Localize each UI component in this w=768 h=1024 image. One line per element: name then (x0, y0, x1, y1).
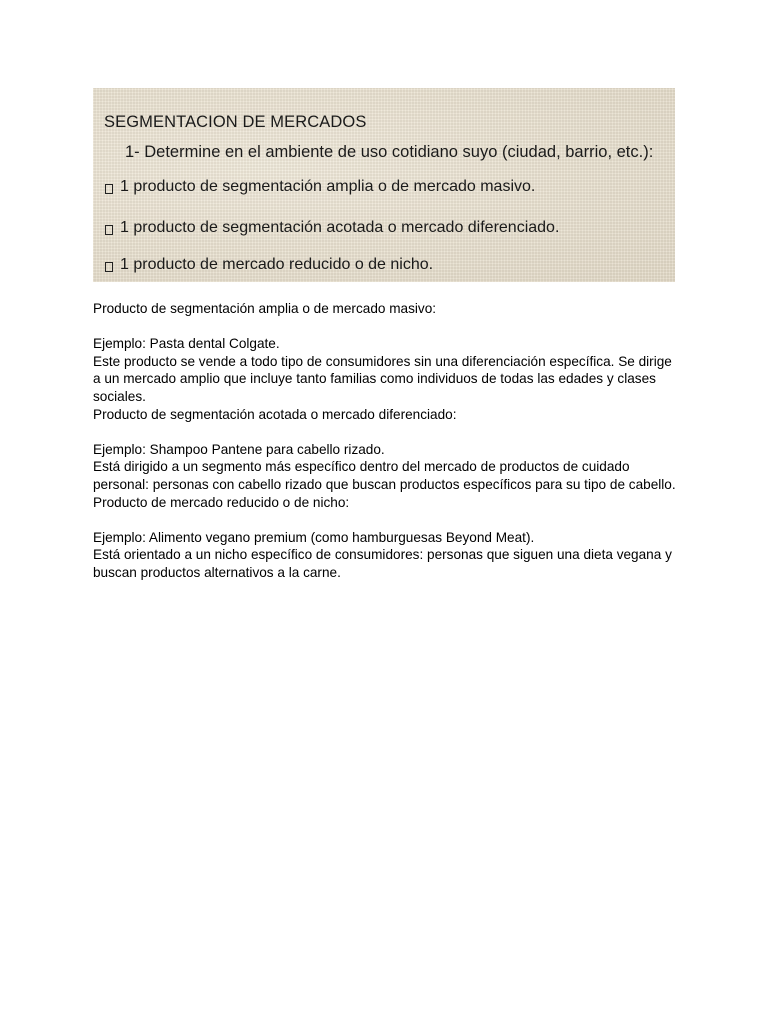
assignment-banner-image (93, 88, 675, 282)
blank-line (93, 511, 683, 529)
section-heading: Producto de segmentación acotada o mercado diferenciado: (93, 406, 457, 422)
section-description: Este producto se vende a todo tipo de consumidores sin una diferenciación específica. Se dirige a un mercado amplio que incluye tanto familias como individuos de todas las edades y clases sociales. (93, 353, 672, 404)
answer-body (93, 300, 683, 582)
banner-item-label: 1 producto de mercado reducido o de nicho. (120, 256, 434, 273)
section-description: Está dirigido a un segmento más específico dentro del mercado de productos de cuidado personal: personas con cabello rizado que buscan productos específicos para su tipo de cabello. (93, 459, 676, 492)
banner-item-label: 1 producto de segmentación acotada o mercado diferenciado. (120, 219, 560, 236)
checkbox-icon (105, 225, 113, 235)
banner-item-mass-market (105, 178, 535, 196)
banner-question: 1- Determine en el ambiente de uso cotidiano suyo (ciudad, barrio, etc.): (125, 143, 654, 161)
section-example: Ejemplo: Shampoo Pantene para cabello rizado. (93, 441, 385, 457)
banner-item-differentiated (105, 219, 559, 237)
blank-line (93, 423, 683, 441)
checkbox-icon (105, 184, 113, 194)
blank-line (93, 318, 683, 336)
section-heading: Producto de segmentación amplia o de mercado masivo: (93, 301, 437, 316)
checkbox-icon (105, 262, 113, 272)
section-example: Ejemplo: Pasta dental Colgate. (93, 336, 280, 352)
section-heading: Producto de mercado reducido o de nicho: (93, 494, 350, 510)
section-description: Está orientado a un nicho específico de consumidores: personas que siguen una dieta vegana y buscan productos alternativos a la carne. (93, 547, 672, 580)
banner-item-niche (105, 256, 433, 274)
section-example: Ejemplo: Alimento vegano premium (como hamburguesas Beyond Meat). (93, 529, 535, 545)
banner-item-label: 1 producto de segmentación amplia o de mercado masivo. (120, 178, 536, 195)
banner-title: SEGMENTACION DE MERCADOS (104, 113, 367, 131)
